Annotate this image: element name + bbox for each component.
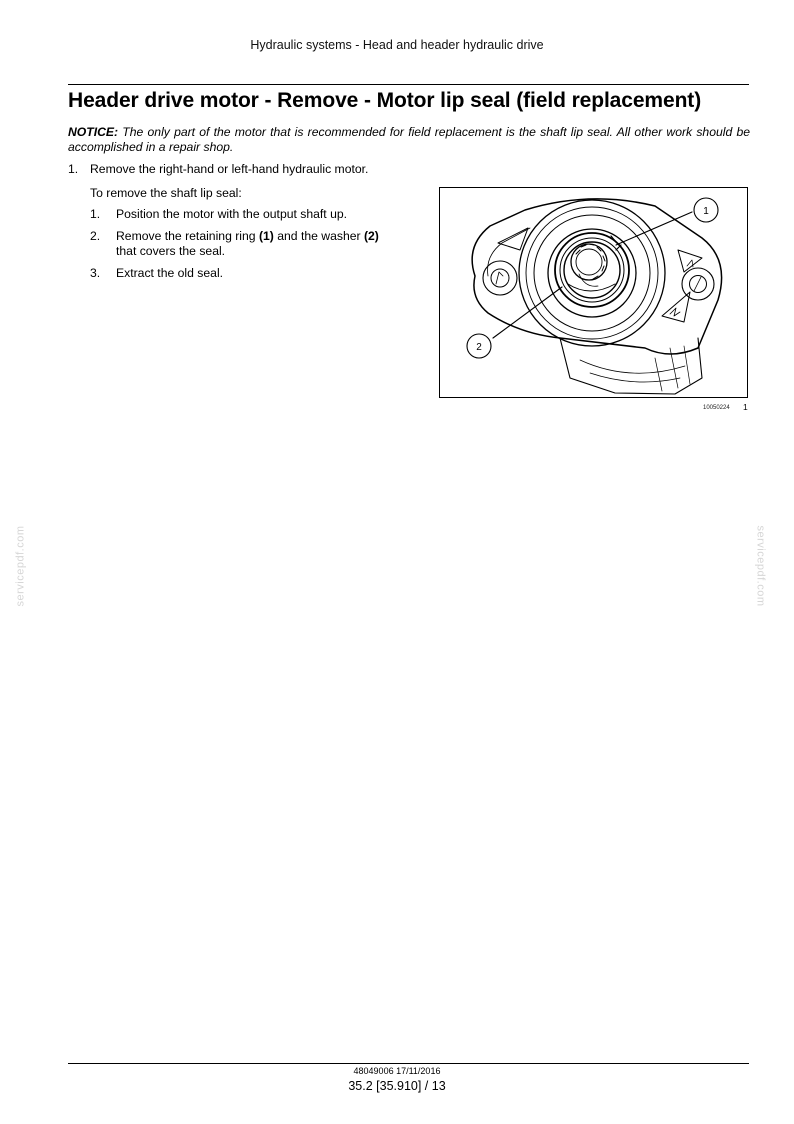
substep-text: Position the motor with the output shaft up. xyxy=(116,207,348,221)
figure-number: 1 xyxy=(743,402,748,412)
callout-2-label: 2 xyxy=(476,342,482,353)
substep-text-part: and the washer xyxy=(273,229,364,243)
running-header: Hydraulic systems - Head and header hydraulic drive xyxy=(250,38,544,52)
notice-paragraph xyxy=(68,125,750,155)
watermark-left: servicepdf.com xyxy=(14,525,27,607)
motor-drawing-svg xyxy=(440,188,748,398)
substep-text-part: Remove the retaining ring xyxy=(116,229,259,243)
page-title: Header drive motor - Remove - Motor lip seal (field replacement) xyxy=(68,89,702,112)
motor-illustration xyxy=(439,187,748,398)
substep-number: 3. xyxy=(90,266,101,280)
notice-text: The only part of the motor that is recommended for field replacement is the shaft lip seal. All other work should be accomplished in a repair shop. xyxy=(68,125,750,154)
footer-rule xyxy=(68,1063,749,1064)
callout-ref-1: (1) xyxy=(258,229,274,243)
substep-text xyxy=(116,229,416,259)
footer-doc-info: 48049006 17/11/2016 xyxy=(353,1066,441,1076)
footer-page-ref: 35.2 [35.910] / 13 xyxy=(348,1079,446,1093)
watermark-right: servicepdf.com xyxy=(754,525,767,607)
substep-text: Extract the old seal. xyxy=(116,266,224,280)
substeps-intro: To remove the shaft lip seal: xyxy=(90,186,242,200)
substep-text-part: that covers the seal. xyxy=(116,244,226,258)
notice-label: NOTICE: xyxy=(68,125,119,139)
figure-image-id: 10050224 xyxy=(703,405,730,411)
step-text: Remove the right-hand or left-hand hydraulic motor. xyxy=(90,162,369,176)
callout-1-label: 1 xyxy=(703,206,709,217)
substep-number: 2. xyxy=(90,229,101,243)
header-rule xyxy=(68,84,749,85)
step-number: 1. xyxy=(68,162,79,176)
callout-ref-2: (2) xyxy=(363,229,379,243)
substep-number: 1. xyxy=(90,207,101,221)
